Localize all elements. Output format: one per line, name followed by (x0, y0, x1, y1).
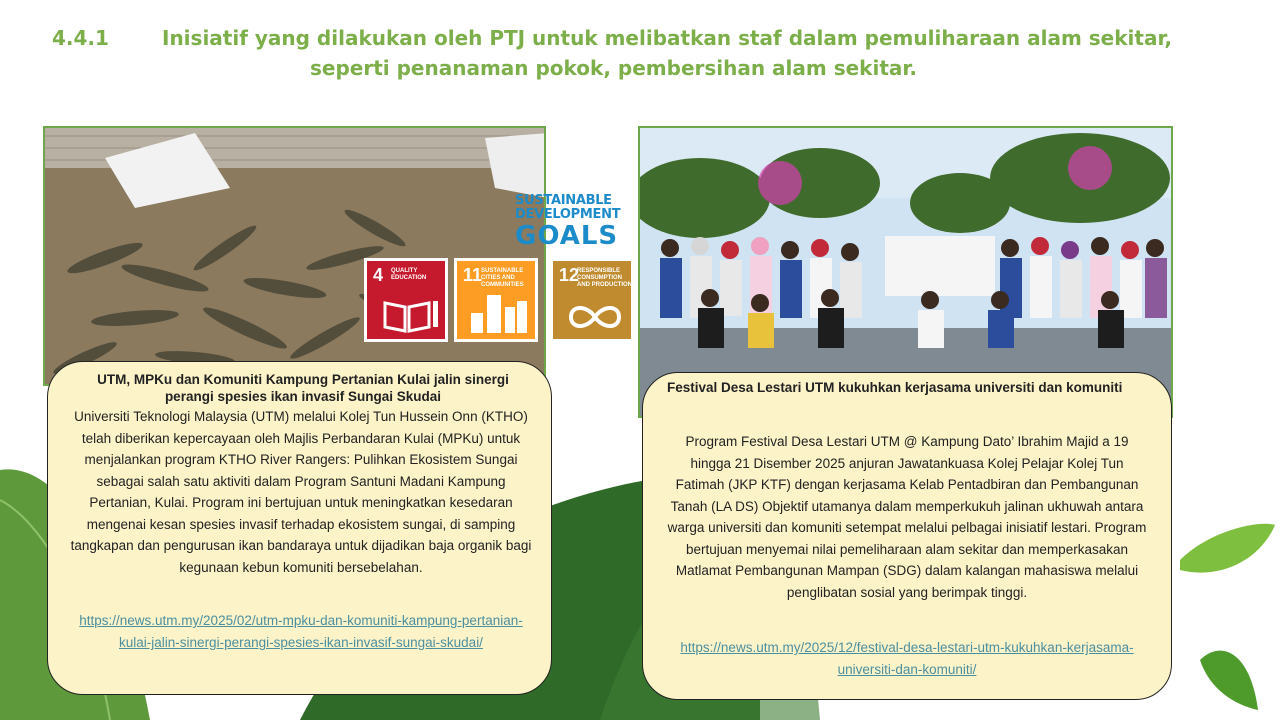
news-card-right-body: Program Festival Desa Lestari UTM @ Kampung Dato’ Ibrahim Majid a 19 hingga 21 Disember 2025 anjuran Jawatankuasa Kolej Pelajar Kolej Tun Fatimah (JKP KTF) dengan kerjasama Kelab Pentadbiran dan Pembangunan Tanah (LA DS) Objektif utamanya dalam memperkukuh jalinan ukhuwah antara warga universiti dan komuniti setempat melalui pelbagai inisiatif lestari. Program bertujuan menyemai nilai pemeliharaan alam sekitar dan memperkasakan Matlamat Pembangunan Mampan (SDG) dalam kalangan mahasiswa melalui penglibatan sosial yang berimpak tinggi. (667, 434, 1147, 600)
sdg-logo (515, 194, 631, 250)
news-card-left-title: UTM, MPKu dan Komuniti Kampung Pertanian Kulai jalin sinergi perangi spesies ikan invasif Sungai Skudai (97, 372, 509, 404)
news-card-left (47, 361, 552, 695)
sdg-12-number: 12 (559, 265, 580, 285)
city-buildings-icon (457, 261, 541, 345)
sdg-11-tile (454, 258, 538, 342)
leaf-right (1180, 524, 1275, 573)
sdg-4-label: QUALITY EDUCATION (391, 268, 427, 281)
sdg-logo-line-2: DEVELOPMENT (515, 207, 621, 222)
title-number: 4.4.1 (52, 26, 109, 50)
title-line-1: Inisiatif yang dilakukan oleh PTJ untuk melibatkan staf dalam pemuliharaan alam sekitar, (162, 26, 1172, 50)
news-card-left-link[interactable]: https://news.utm.my/2025/02/utm-mpku-dan-komuniti-kampung-pertanian-kulai-jalin-sinergi-perangi-spesies-ikan-invasif-sungai-skudai/ (79, 613, 523, 650)
leaf-bottom-right (1200, 651, 1258, 710)
fish-catch-photo (43, 126, 546, 386)
news-card-right (642, 372, 1172, 700)
sdg-12-label: RESPONSIBLE CONSUMPTION AND PRODUCTION (577, 268, 632, 288)
sdg-logo-line-1: SUSTAINABLE (515, 193, 612, 208)
sdg-11-label: SUSTAINABLE CITIES AND COMMUNITIES (481, 268, 524, 288)
sdg-logo-line-3: GOALS (515, 221, 619, 251)
news-card-left-body: Universiti Teknologi Malaysia (UTM) melalui Kolej Tun Hussein Onn (KTHO) telah diberikan kepercayaan oleh Majlis Perbandaran Kulai (MPKu) untuk menjalankan program KTHO River Rangers: Pulihkan Ekosistem Sungai sebagai salah satu aktiviti dalam Program Santuni Madani Kampung Pertanian, Kulai. Program ini bertujuan untuk meningkatkan kesedaran mengenai kesan spesies invasif terhadap ekosistem sungai, di samping tangkapan dan pengurusan ikan bandaraya untuk dijadikan baja organik bagi kegunaan kebun komuniti bersebelahan. (70, 409, 532, 575)
sdg-11-number: 11 (463, 265, 483, 285)
infinity-loop-icon (553, 261, 637, 345)
sdg-4-number: 4 (373, 265, 384, 285)
news-card-right-link[interactable]: https://news.utm.my/2025/12/festival-desa-lestari-utm-kukuhkan-kerjasama-universiti-dan-komuniti/ (680, 640, 1134, 677)
title-line-2: seperti penanaman pokok, pembersihan alam sekitar. (310, 56, 918, 80)
news-card-right-title: Festival Desa Lestari UTM kukuhkan kerjasama universiti dan komuniti (667, 380, 1123, 395)
book-pencil-icon (367, 261, 451, 345)
sdg-4-tile (364, 258, 448, 342)
sdg-12-tile (550, 258, 634, 342)
